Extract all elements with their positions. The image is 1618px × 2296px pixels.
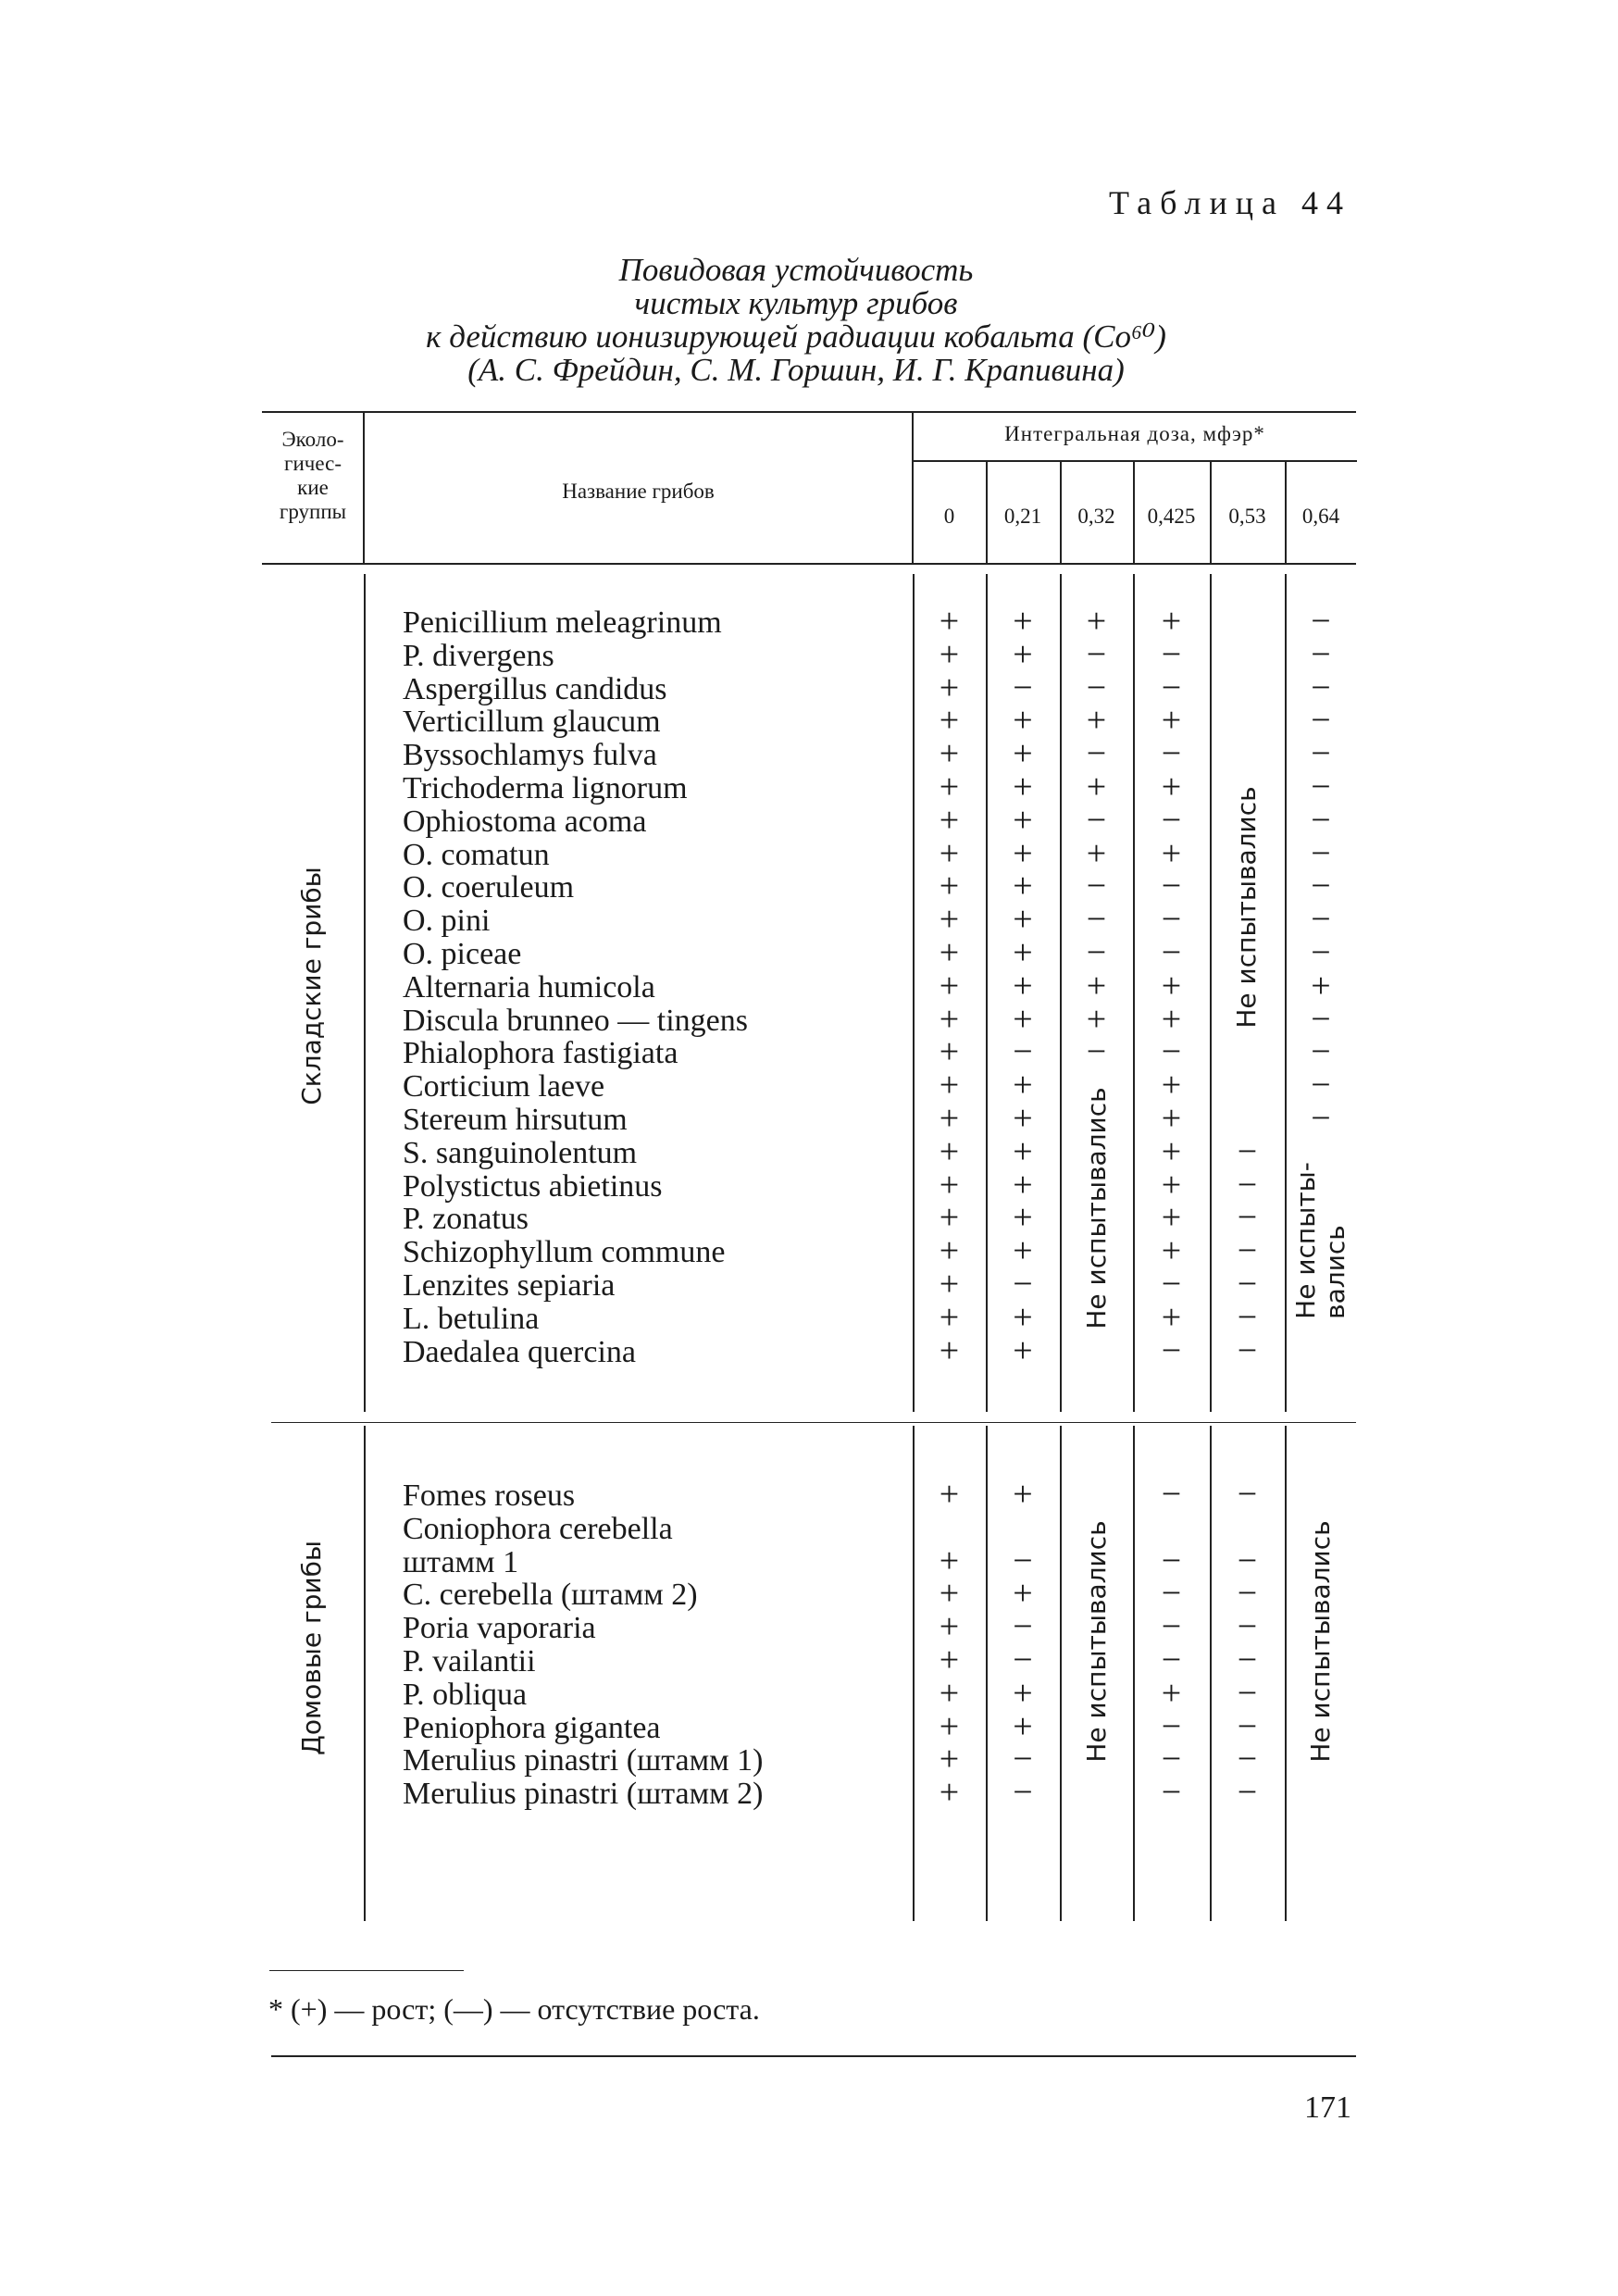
- no-growth-mark: −: [1161, 1607, 1182, 1647]
- growth-mark: +: [1013, 602, 1033, 641]
- growth-mark: +: [1013, 1099, 1033, 1138]
- no-growth-mark: −: [1013, 1740, 1033, 1779]
- no-growth-mark: −: [1237, 1231, 1258, 1271]
- column-line: [364, 574, 366, 1412]
- growth-mark: +: [939, 1641, 960, 1679]
- no-growth-mark: −: [1311, 767, 1331, 806]
- not-tested-line: вались: [1320, 1225, 1350, 1319]
- no-growth-mark: −: [1237, 1740, 1258, 1779]
- header-bottom-rule: [262, 563, 1356, 565]
- no-growth-mark: −: [1086, 800, 1107, 840]
- growth-mark: +: [1013, 1066, 1033, 1105]
- header-text: кие: [297, 476, 329, 499]
- no-growth-mark: −: [1311, 1032, 1331, 1072]
- page-number: 171: [1304, 2090, 1351, 2125]
- fungus-name: Peniophora gigantea: [403, 1710, 661, 1745]
- growth-mark: +: [939, 900, 960, 940]
- no-growth-mark: −: [1086, 734, 1107, 774]
- no-growth-mark: −: [1161, 634, 1182, 674]
- growth-mark: +: [1161, 1673, 1182, 1713]
- growth-mark: +: [1013, 966, 1033, 1005]
- header-text: Эколо-: [281, 428, 344, 451]
- group-separator-rule: [271, 1422, 1356, 1423]
- growth-mark: +: [939, 668, 960, 707]
- growth-mark: +: [939, 800, 960, 840]
- growth-mark: +: [1086, 701, 1107, 741]
- growth-mark: +: [939, 701, 960, 741]
- no-growth-mark: −: [1161, 1032, 1182, 1072]
- growth-mark: +: [939, 833, 960, 873]
- fungus-name: Discula brunneo — tingens: [403, 1003, 748, 1038]
- growth-mark: +: [939, 1773, 960, 1813]
- growth-mark: +: [1161, 1066, 1182, 1105]
- dose-header: 0,21: [1003, 505, 1042, 528]
- no-growth-mark: −: [1161, 867, 1182, 906]
- column-line: [913, 1426, 915, 1921]
- no-growth-mark: −: [1237, 1131, 1258, 1171]
- fungus-name: Schizophyllum commune: [403, 1235, 726, 1270]
- fungus-name: Lenzites sepiaria: [403, 1268, 616, 1303]
- group-label-domestic: Домовые грибы: [296, 1540, 327, 1756]
- growth-mark: +: [1013, 933, 1033, 972]
- no-growth-mark: −: [1161, 1740, 1182, 1779]
- no-growth-mark: −: [1311, 900, 1331, 940]
- header-text: гичес-: [284, 452, 342, 475]
- growth-mark: +: [1013, 1673, 1033, 1713]
- growth-mark: +: [939, 1099, 960, 1138]
- no-growth-mark: −: [1311, 1066, 1331, 1105]
- fungus-name: Polystictus abietinus: [403, 1168, 663, 1204]
- no-growth-mark: −: [1311, 602, 1331, 641]
- growth-mark: +: [939, 1297, 960, 1337]
- no-growth-mark: −: [1086, 900, 1107, 940]
- fungus-name: Trichoderma lignorum: [403, 771, 688, 805]
- growth-mark: +: [939, 1265, 960, 1304]
- growth-mark: +: [1013, 1475, 1033, 1514]
- no-growth-mark: −: [1161, 1475, 1182, 1514]
- no-growth-mark: −: [1161, 1574, 1182, 1614]
- no-growth-mark: −: [1311, 701, 1331, 741]
- no-growth-mark: −: [1237, 1773, 1258, 1813]
- not-tested-span: Не испытывались: [1305, 1520, 1336, 1763]
- no-growth-mark: −: [1013, 1541, 1033, 1580]
- no-growth-mark: −: [1013, 668, 1033, 707]
- growth-mark: +: [1013, 1706, 1033, 1746]
- column-line: [1210, 574, 1212, 1412]
- growth-mark: +: [939, 1198, 960, 1238]
- no-growth-mark: −: [1086, 634, 1107, 674]
- table-title-line: (А. С. Фрейдин, С. М. Горшин, И. Г. Крапивина): [467, 352, 1125, 388]
- growth-mark: +: [1161, 1231, 1182, 1271]
- dose-header-rule: [913, 460, 1357, 462]
- no-growth-mark: −: [1161, 1706, 1182, 1746]
- growth-mark: +: [939, 1131, 960, 1171]
- growth-mark: +: [1161, 999, 1182, 1039]
- fungus-name: Aspergillus candidus: [403, 671, 667, 706]
- growth-mark: +: [1086, 833, 1107, 873]
- growth-mark: +: [1086, 966, 1107, 1005]
- column-line: [1285, 1426, 1287, 1921]
- fungus-name: Corticium laeve: [403, 1069, 605, 1104]
- growth-mark: +: [1013, 634, 1033, 674]
- growth-mark: +: [1013, 999, 1033, 1039]
- fungus-name: P. vailantii: [403, 1644, 536, 1678]
- growth-mark: +: [1161, 701, 1182, 741]
- no-growth-mark: −: [1237, 1475, 1258, 1514]
- fungus-name: L. betulina: [403, 1301, 540, 1336]
- table-title-line: к действию ионизирующей радиации кобальта (Co⁶⁰): [426, 318, 1166, 355]
- column-line: [986, 1426, 988, 1921]
- growth-mark: +: [1013, 1330, 1033, 1370]
- no-growth-mark: −: [1161, 933, 1182, 972]
- growth-mark: +: [939, 1066, 960, 1105]
- no-growth-mark: −: [1311, 833, 1331, 873]
- fungus-name: P. zonatus: [403, 1202, 529, 1237]
- header-ecological-groups: [262, 428, 364, 524]
- fungus-name: Fomes roseus: [403, 1479, 576, 1513]
- fungus-name: O. comatun: [403, 837, 550, 872]
- fungus-name: штамм 1: [403, 1544, 519, 1579]
- fungus-name: Byssochlamys fulva: [403, 738, 657, 773]
- no-growth-mark: −: [1237, 1330, 1258, 1370]
- growth-mark: +: [1013, 1297, 1033, 1337]
- dose-header: 0,64: [1301, 505, 1340, 528]
- growth-mark: +: [1161, 1165, 1182, 1204]
- growth-mark: +: [1161, 966, 1182, 1005]
- fungus-name: Alternaria humicola: [403, 969, 655, 1004]
- table-top-rule: [262, 411, 1356, 413]
- growth-mark: +: [939, 1541, 960, 1580]
- growth-mark: +: [1013, 900, 1033, 940]
- growth-mark: +: [939, 602, 960, 641]
- no-growth-mark: −: [1237, 1297, 1258, 1337]
- fungus-name: O. coeruleum: [403, 870, 575, 905]
- growth-mark: +: [1013, 1131, 1033, 1171]
- column-line: [1133, 574, 1135, 1412]
- growth-mark: +: [1086, 767, 1107, 806]
- no-growth-mark: −: [1237, 1706, 1258, 1746]
- fungus-name: Penicillium meleagrinum: [403, 605, 722, 640]
- growth-mark: +: [939, 1740, 960, 1779]
- group-label-warehouse: Складские грибы: [296, 867, 327, 1105]
- no-growth-mark: −: [1013, 1773, 1033, 1813]
- no-growth-mark: −: [1161, 900, 1182, 940]
- no-growth-mark: −: [1311, 1099, 1331, 1138]
- column-line: [1133, 1426, 1135, 1921]
- no-growth-mark: −: [1311, 933, 1331, 972]
- page-bottom-rule: [271, 2055, 1356, 2057]
- growth-mark: +: [1013, 701, 1033, 741]
- growth-mark: +: [939, 734, 960, 774]
- footnote: * (+) — рост; (—) — отсутствие роста.: [268, 1992, 760, 2026]
- fungus-name: Verticillum glaucum: [403, 705, 661, 740]
- not-tested-span: Не испытывались: [1231, 786, 1262, 1029]
- growth-mark: +: [939, 1607, 960, 1647]
- growth-mark: +: [1161, 602, 1182, 641]
- fungus-name: C. cerebella (штамм 2): [403, 1578, 698, 1613]
- dose-header: 0: [943, 505, 955, 528]
- no-growth-mark: −: [1086, 668, 1107, 707]
- no-growth-mark: −: [1311, 867, 1331, 906]
- growth-mark: +: [1013, 1165, 1033, 1204]
- no-growth-mark: −: [1161, 1641, 1182, 1679]
- growth-mark: +: [939, 1231, 960, 1271]
- growth-mark: +: [1161, 833, 1182, 873]
- no-growth-mark: −: [1161, 1773, 1182, 1813]
- growth-mark: +: [1161, 1297, 1182, 1337]
- fungus-name: Coniophora cerebella: [403, 1511, 673, 1546]
- growth-mark: +: [939, 1032, 960, 1072]
- no-growth-mark: −: [1311, 634, 1331, 674]
- dose-header: 0,53: [1228, 505, 1266, 528]
- no-growth-mark: −: [1311, 800, 1331, 840]
- no-growth-mark: −: [1311, 668, 1331, 707]
- growth-mark: +: [939, 767, 960, 806]
- no-growth-mark: −: [1013, 1265, 1033, 1304]
- no-growth-mark: −: [1237, 1673, 1258, 1713]
- footnote-rule: [269, 1970, 464, 1971]
- no-growth-mark: −: [1161, 800, 1182, 840]
- header-fungus-name: Название грибов: [562, 480, 715, 503]
- no-growth-mark: −: [1237, 1198, 1258, 1238]
- growth-mark: +: [1161, 1131, 1182, 1171]
- growth-mark: +: [1311, 966, 1331, 1005]
- table-title-line: чистых культур грибов: [634, 285, 958, 321]
- fungus-name: Daedalea quercina: [403, 1334, 636, 1369]
- fungus-name: O. pini: [403, 904, 491, 939]
- no-growth-mark: −: [1237, 1641, 1258, 1679]
- growth-mark: +: [939, 1673, 960, 1713]
- growth-mark: +: [1013, 734, 1033, 774]
- column-line: [1210, 1426, 1212, 1921]
- growth-mark: +: [1161, 767, 1182, 806]
- growth-mark: +: [939, 933, 960, 972]
- growth-mark: +: [1086, 602, 1107, 641]
- no-growth-mark: −: [1237, 1541, 1258, 1580]
- growth-mark: +: [1013, 800, 1033, 840]
- growth-mark: +: [1013, 1231, 1033, 1271]
- growth-mark: +: [939, 1574, 960, 1614]
- no-growth-mark: −: [1161, 1265, 1182, 1304]
- no-growth-mark: −: [1161, 1541, 1182, 1580]
- header-dose-title: Интегральная доза, мфэр*: [1004, 422, 1265, 445]
- growth-mark: +: [939, 1706, 960, 1746]
- growth-mark: +: [939, 634, 960, 674]
- growth-mark: +: [1013, 767, 1033, 806]
- column-line: [1285, 574, 1287, 1412]
- growth-mark: +: [939, 966, 960, 1005]
- no-growth-mark: −: [1086, 1032, 1107, 1072]
- no-growth-mark: −: [1161, 1330, 1182, 1370]
- column-line: [364, 1426, 366, 1921]
- table-title-line: Повидовая устойчивость: [618, 252, 974, 288]
- no-growth-mark: −: [1237, 1165, 1258, 1204]
- header-text: группы: [279, 500, 347, 523]
- no-growth-mark: −: [1013, 1032, 1033, 1072]
- fungus-name: Poria vaporaria: [403, 1611, 596, 1646]
- column-line: [1060, 574, 1062, 1412]
- fungus-name: P. divergens: [403, 638, 554, 673]
- no-growth-mark: −: [1086, 867, 1107, 906]
- no-growth-mark: −: [1161, 734, 1182, 774]
- not-tested-span: [1291, 1162, 1350, 1319]
- no-growth-mark: −: [1237, 1265, 1258, 1304]
- no-growth-mark: −: [1013, 1607, 1033, 1647]
- no-growth-mark: −: [1311, 999, 1331, 1039]
- column-line: [1060, 1426, 1062, 1921]
- no-growth-mark: −: [1013, 1641, 1033, 1679]
- growth-mark: +: [1013, 1574, 1033, 1614]
- growth-mark: +: [1086, 999, 1107, 1039]
- fungus-name: S. sanguinolentum: [403, 1135, 638, 1170]
- no-growth-mark: −: [1161, 668, 1182, 707]
- growth-mark: +: [1161, 1099, 1182, 1138]
- growth-mark: +: [939, 999, 960, 1039]
- growth-mark: +: [939, 1330, 960, 1370]
- no-growth-mark: −: [1086, 933, 1107, 972]
- dose-header: 0,425: [1147, 505, 1196, 528]
- column-line: [986, 574, 988, 1412]
- fungus-name: Ophiostoma acoma: [403, 804, 647, 839]
- not-tested-span: Не испытывались: [1081, 1520, 1112, 1763]
- no-growth-mark: −: [1237, 1607, 1258, 1647]
- dose-header: 0,32: [1077, 505, 1115, 528]
- fungus-name: Phialophora fastigiata: [403, 1036, 678, 1071]
- table-label: Таблица 44: [1109, 184, 1351, 221]
- fungus-name: Merulius pinastri (штамм 1): [403, 1743, 764, 1778]
- not-tested-line: Не испыты-: [1290, 1162, 1321, 1319]
- growth-mark: +: [939, 1165, 960, 1204]
- fungus-name: P. obliqua: [403, 1677, 528, 1712]
- growth-mark: +: [1013, 1198, 1033, 1238]
- no-growth-mark: −: [1237, 1574, 1258, 1614]
- growth-mark: +: [939, 867, 960, 906]
- no-growth-mark: −: [1311, 734, 1331, 774]
- growth-mark: +: [1161, 1198, 1182, 1238]
- column-line: [913, 574, 915, 1412]
- fungus-name: Stereum hirsutum: [403, 1103, 628, 1137]
- not-tested-span: Не испытывались: [1081, 1087, 1112, 1329]
- fungus-name: Merulius pinastri (штамм 2): [403, 1777, 764, 1812]
- growth-mark: +: [1013, 833, 1033, 873]
- growth-mark: +: [939, 1475, 960, 1514]
- fungus-name: O. piceae: [403, 937, 522, 971]
- growth-mark: +: [1013, 867, 1033, 906]
